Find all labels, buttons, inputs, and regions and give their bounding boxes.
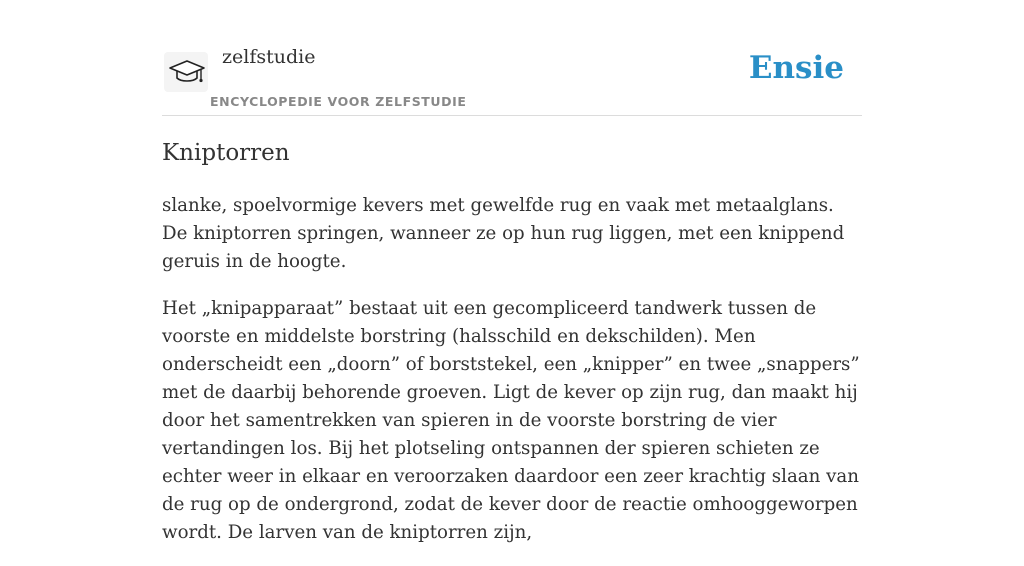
article-paragraph: Het „knipapparaat” bestaat uit een gecompliceerd tandwerk tussen de voorste en middelste borstring (halsschild en dekschilden). Men onderscheidt een „doorn” of borststekel, een „knipper” en twee „snappers” met de daarbij behorende groeven. Ligt de kever op zijn rug, dan maakt hij door het samentrekken van spieren in de voorste borstring de vier vertandingen los. Bij het plotseling ontspannen der spieren schieten ze echter weer in elkaar en veroorzaken daardoor een zeer krachtig slaan van de rug op de ondergrond, zodat de kever door de reactie omhooggeworpen wordt. De larven van de kniptorren zijn,: [162, 298, 860, 543]
site-name-link[interactable]: zelfstudie: [222, 46, 316, 68]
site-subtitle: ENCYCLOPEDIE VOOR ZELFSTUDIE: [210, 94, 467, 109]
site-header: [162, 40, 862, 116]
article-paragraph: slanke, spoelvormige kevers met gewelfde rug en vaak met metaalglans. De kniptorren springen, wanneer ze op hun rug liggen, met een knippend geruis in de hoogte.: [162, 195, 845, 272]
article-body: [162, 192, 864, 566]
ensie-brand-link[interactable]: Ensie: [748, 50, 844, 86]
site-logo[interactable]: [164, 52, 208, 92]
page-title: Kniptorren: [162, 140, 290, 166]
